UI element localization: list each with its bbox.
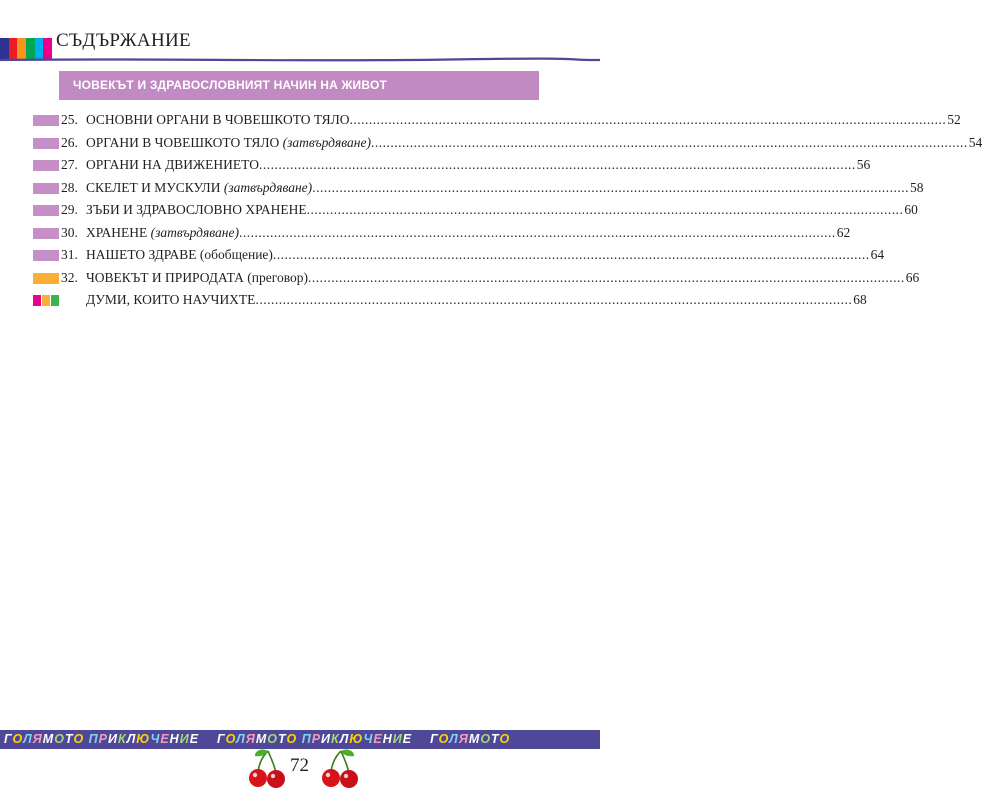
toc-leader-dots: .......................................................................................................................................................... bbox=[306, 202, 904, 217]
toc-title: ДУМИ, КОИТО НАУЧИХТЕ bbox=[86, 292, 256, 307]
toc-number: 27. bbox=[61, 157, 78, 172]
toc-row bbox=[33, 155, 871, 178]
toc-number: 28. bbox=[61, 179, 78, 195]
toc-leader-dots: .......................................................................................................................................................... bbox=[255, 292, 853, 307]
toc-page-number: 66 bbox=[905, 269, 920, 285]
toc-title: ОРГАНИ НА ДВИЖЕНИЕТО bbox=[86, 157, 259, 172]
toc-row bbox=[33, 290, 867, 313]
footer-band bbox=[0, 730, 600, 749]
toc-page-number: 56 bbox=[856, 157, 871, 172]
toc-leader-dots: .......................................................................................................................................................... bbox=[239, 224, 836, 240]
toc-page-number: 62 bbox=[836, 224, 851, 240]
toc-leader-dots: .......................................................................................................................................................... bbox=[307, 269, 905, 285]
toc-marker bbox=[33, 228, 59, 239]
toc-note: (затвърдяване) bbox=[282, 134, 371, 150]
toc-leader-dots: .......................................................................................................................................................... bbox=[312, 179, 909, 195]
toc-marker bbox=[33, 115, 59, 126]
toc-title: ОРГАНИ В ЧОВЕШКОТО ТЯЛО (затвърдяване) bbox=[86, 134, 371, 150]
toc-leader-dots: .......................................................................................................................................................... bbox=[258, 157, 856, 172]
footer-band-text: ГОЛЯМОТО ПРИКЛЮЧЕНИЕ bbox=[217, 732, 413, 746]
toc-number: 32. bbox=[61, 269, 78, 285]
toc-number: 25. bbox=[61, 112, 78, 127]
toc-title: СКЕЛЕТ И МУСКУЛИ (затвърдяване) bbox=[86, 179, 313, 195]
page-number: 72 bbox=[290, 755, 309, 776]
page-title: СЪДЪРЖАНИЕ bbox=[56, 30, 191, 51]
toc-marker bbox=[33, 183, 59, 194]
toc-marker bbox=[33, 250, 59, 261]
toc-row bbox=[33, 245, 885, 268]
toc-row bbox=[33, 223, 851, 246]
toc-leader-dots: .......................................................................................................................................................... bbox=[349, 112, 947, 127]
toc-row bbox=[33, 200, 918, 223]
toc-page-number: 54 bbox=[968, 134, 982, 150]
toc-leader-dots: .......................................................................................................................................................... bbox=[370, 134, 968, 150]
toc-number: 26. bbox=[61, 134, 78, 150]
section-heading: ЧОВЕКЪТ И ЗДРАВОСЛОВНИЯТ НАЧИН НА ЖИВОТ bbox=[59, 71, 539, 100]
toc-page-number: 68 bbox=[853, 292, 867, 307]
toc-marker bbox=[33, 160, 59, 171]
toc-title: НАШЕТО ЗДРАВЕ (обобщение) bbox=[86, 247, 273, 262]
toc-number: 31. bbox=[61, 247, 78, 262]
toc-number: 29. bbox=[61, 202, 78, 217]
toc-marker bbox=[33, 138, 59, 149]
cherry-icon bbox=[320, 748, 362, 790]
toc-row bbox=[33, 133, 982, 156]
toc-note: (затвърдяване) bbox=[223, 179, 313, 195]
toc-note: (затвърдяване) bbox=[150, 224, 239, 240]
toc-page-number: 60 bbox=[904, 202, 918, 217]
toc-leader-dots: .......................................................................................................................................................... bbox=[272, 247, 870, 262]
toc-row bbox=[33, 268, 920, 291]
toc-title: ОСНОВНИ ОРГАНИ В ЧОВЕШКОТО ТЯЛО bbox=[86, 112, 350, 127]
header-rule bbox=[0, 57, 600, 63]
footer-band-text: ГОЛЯМОТО ПРИКЛЮЧЕНИЕ bbox=[4, 732, 200, 746]
cherry-icon bbox=[247, 748, 289, 790]
toc-marker bbox=[33, 205, 59, 216]
toc-number: 30. bbox=[61, 224, 78, 240]
toc-page-number: 52 bbox=[947, 112, 961, 127]
footer-band-text: ГОЛЯМОТО bbox=[430, 732, 511, 746]
toc-row bbox=[33, 178, 924, 201]
toc-page-number: 58 bbox=[909, 179, 924, 195]
toc-page-number: 64 bbox=[870, 247, 885, 262]
table-of-contents bbox=[33, 110, 982, 313]
toc-title: ЧОВЕКЪТ И ПРИРОДАТА (преговор) bbox=[86, 269, 308, 285]
toc-title: ЗЪБИ И ЗДРАВОСЛОВНО ХРАНЕНЕ bbox=[86, 202, 307, 217]
toc-title: ХРАНЕНЕ (затвърдяване) bbox=[86, 224, 239, 240]
toc-marker bbox=[33, 273, 59, 284]
toc-marker bbox=[33, 295, 59, 306]
toc-row bbox=[33, 110, 961, 133]
